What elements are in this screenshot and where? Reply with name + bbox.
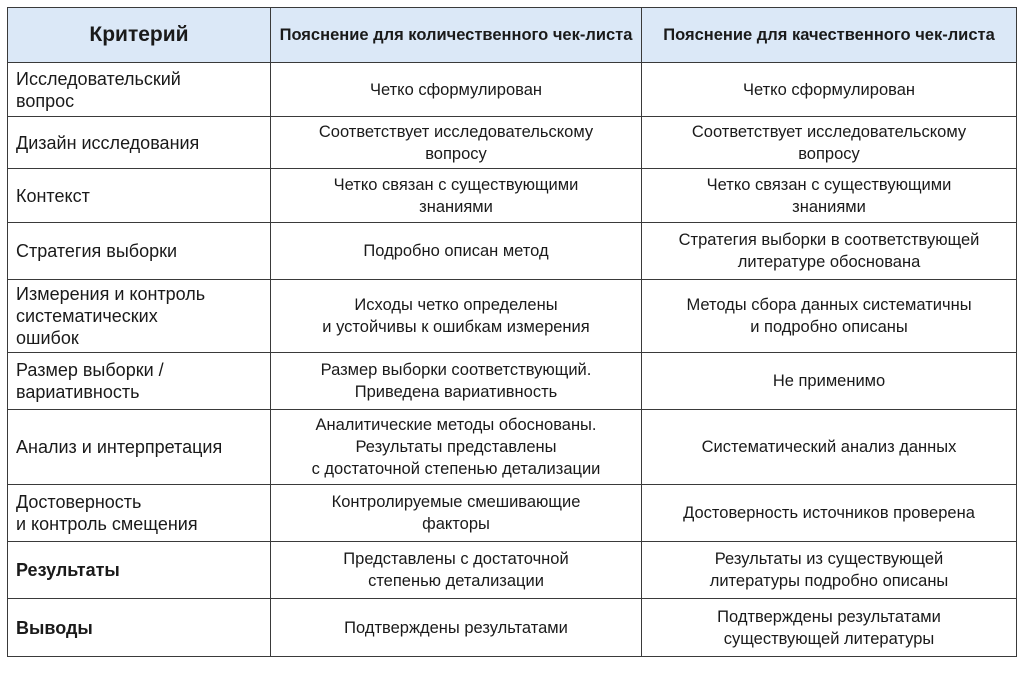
header-row <box>8 8 1017 63</box>
criterion-cell: Исследовательский вопрос <box>8 63 271 117</box>
quantitative-cell: Исходы четко определены и устойчивы к ошибкам измерения <box>271 280 642 353</box>
quantitative-cell: Размер выборки соответствующий. Приведена вариативность <box>271 353 642 410</box>
qualitative-cell: Результаты из существующей литературы подробно описаны <box>642 542 1017 599</box>
header-quantitative: Пояснение для количественного чек-листа <box>271 8 642 63</box>
table-body <box>8 63 1017 657</box>
qualitative-cell: Четко сформулирован <box>642 63 1017 117</box>
quantitative-cell: Аналитические методы обоснованы. Результаты представлены с достаточной степенью детализации <box>271 410 642 485</box>
table-row <box>8 280 1017 353</box>
header-criterion: Критерий <box>8 8 271 63</box>
quantitative-cell: Контролируемые смешивающие факторы <box>271 485 642 542</box>
table-row <box>8 353 1017 410</box>
quantitative-cell: Подробно описан метод <box>271 223 642 280</box>
quantitative-cell: Четко связан с существующими знаниями <box>271 169 642 223</box>
qualitative-cell: Стратегия выборки в соответствующей литературе обоснована <box>642 223 1017 280</box>
criterion-cell: Выводы <box>8 599 271 657</box>
table-header <box>8 8 1017 63</box>
table-row <box>8 117 1017 169</box>
qualitative-cell: Соответствует исследовательскому вопросу <box>642 117 1017 169</box>
table-row <box>8 63 1017 117</box>
qualitative-cell: Четко связан с существующими знаниями <box>642 169 1017 223</box>
criterion-cell: Размер выборки / вариативность <box>8 353 271 410</box>
table-row <box>8 542 1017 599</box>
criterion-cell: Достоверность и контроль смещения <box>8 485 271 542</box>
criterion-cell: Результаты <box>8 542 271 599</box>
criterion-cell: Контекст <box>8 169 271 223</box>
checklist-table <box>7 7 1017 657</box>
table-row <box>8 223 1017 280</box>
criterion-cell: Дизайн исследования <box>8 117 271 169</box>
qualitative-cell: Методы сбора данных систематичны и подробно описаны <box>642 280 1017 353</box>
quantitative-cell: Представлены с достаточной степенью детализации <box>271 542 642 599</box>
qualitative-cell: Достоверность источников проверена <box>642 485 1017 542</box>
table-row <box>8 169 1017 223</box>
criterion-cell: Измерения и контроль систематических ошибок <box>8 280 271 353</box>
table-row <box>8 599 1017 657</box>
quantitative-cell: Четко сформулирован <box>271 63 642 117</box>
table-row <box>8 410 1017 485</box>
qualitative-cell: Систематический анализ данных <box>642 410 1017 485</box>
criterion-cell: Стратегия выборки <box>8 223 271 280</box>
quantitative-cell: Соответствует исследовательскому вопросу <box>271 117 642 169</box>
header-qualitative: Пояснение для качественного чек-листа <box>642 8 1017 63</box>
table-row <box>8 485 1017 542</box>
quantitative-cell: Подтверждены результатами <box>271 599 642 657</box>
criterion-cell: Анализ и интерпретация <box>8 410 271 485</box>
qualitative-cell: Не применимо <box>642 353 1017 410</box>
qualitative-cell: Подтверждены результатами существующей литературы <box>642 599 1017 657</box>
